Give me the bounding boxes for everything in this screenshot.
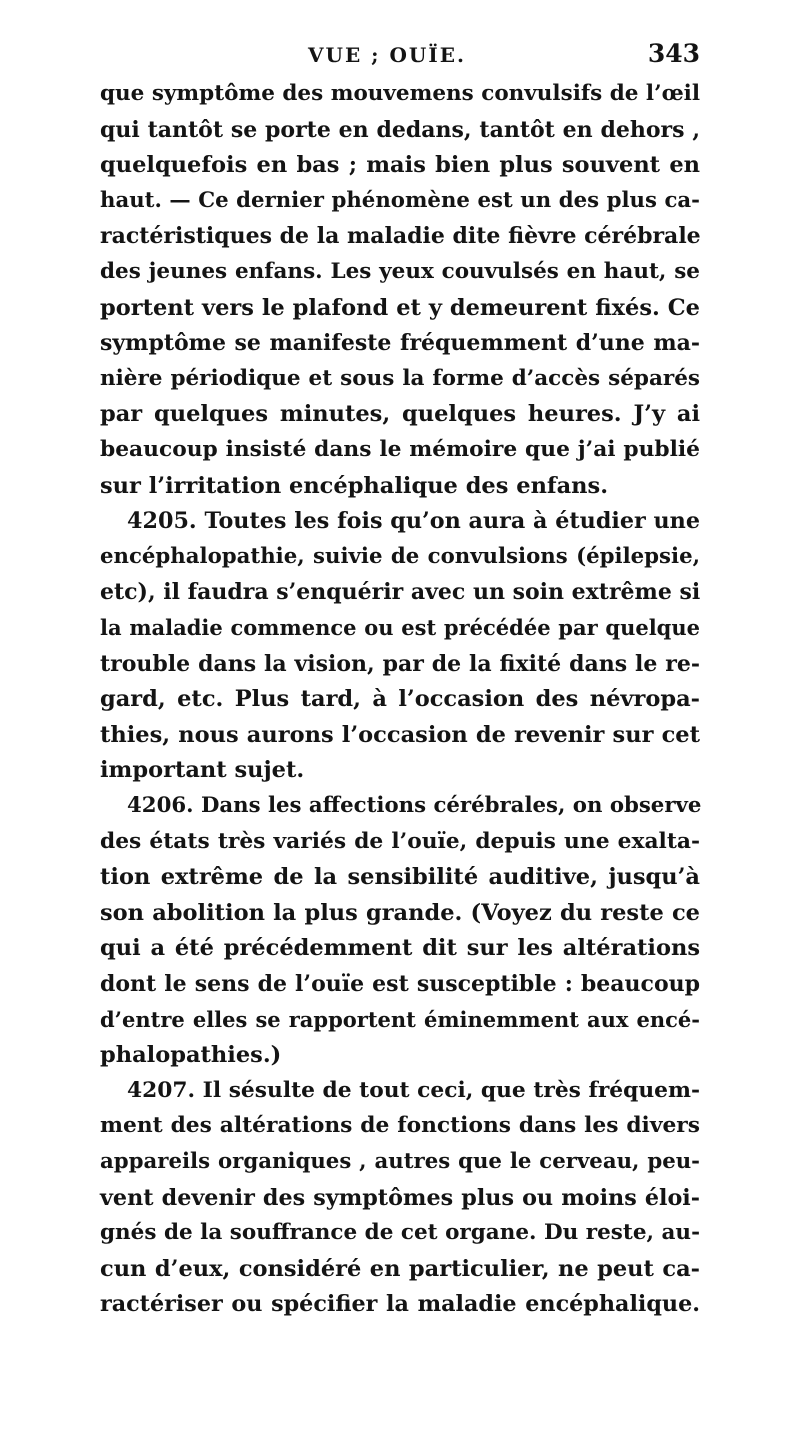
- text-line: ment des altérations de fonctions dans les divers: [100, 1113, 700, 1139]
- running-title: VUE ; OUÏE.: [308, 43, 466, 67]
- page-number: 343: [647, 39, 700, 68]
- text-line: par quelques minutes, quelques heures. J’y ai: [100, 401, 700, 428]
- text-line: dont le sens de l’ouïe est susceptible : beaucoup: [100, 971, 700, 997]
- text-line: ractéristiques de la maladie dite fièvre cérébrale: [100, 223, 701, 250]
- text-line: sur l’irritation encéphalique des enfans.: [100, 472, 609, 499]
- text-line: d’entre elles se rapportent éminemment aux encé-: [100, 1006, 700, 1032]
- text-line: gard, etc. Plus tard, à l’occasion des névropa-: [100, 686, 700, 713]
- text-line: trouble dans la vision, par de la fixité dans le re-: [100, 650, 700, 677]
- paragraph-4206-start: 4206. Dans les affections cérébrales, on observe: [127, 793, 702, 818]
- text-line: portent vers le plafond et y demeurent fixés. Ce: [100, 294, 700, 321]
- text-line: cun d’eux, considéré en particulier, ne peut ca-: [100, 1255, 700, 1282]
- text-line: vent devenir des symptômes plus ou moins éloi-: [100, 1184, 700, 1211]
- text-line: phalopathies.): [100, 1042, 282, 1069]
- text-line: haut. — Ce dernier phénomène est un des plus ca-: [100, 187, 700, 213]
- text-line: appareils organiques , autres que le cerveau, peu-: [100, 1149, 700, 1174]
- text-line: beaucoup insisté dans le mémoire que j’ai publié: [100, 437, 700, 462]
- text-line: des jeunes enfans. Les yeux couvulsés en haut, se: [100, 259, 700, 284]
- text-line: tion extrême de la sensibilité auditive, jusqu’à: [100, 864, 700, 891]
- text-line: symptôme se manifeste fréquemment d’une ma-: [100, 330, 700, 357]
- text-line: nière périodique et sous la forme d’accès séparés: [100, 365, 700, 391]
- text-line: des états très variés de l’ouïe, depuis une exalta-: [100, 828, 700, 854]
- text-line: la maladie commence ou est précédée par quelque: [100, 615, 700, 640]
- text-line: que symptôme des mouvemens convulsifs de l’œil: [100, 81, 700, 106]
- text-line: encéphalopathie, suivie de convulsions (épilepsie,: [100, 543, 700, 569]
- text-line: ractériser ou spécifier la maladie encéphalique.: [100, 1291, 700, 1318]
- text-line: gnés de la souffrance de cet organe. Du reste, au-: [100, 1220, 700, 1246]
- text-line: quelquefois en bas ; mais bien plus souvent en: [100, 152, 700, 179]
- text-line: etc), il faudra s’enquérir avec un soin extrême si: [100, 579, 701, 606]
- text-line: son abolition la plus grande. (Voyez du reste ce: [100, 899, 700, 926]
- paragraph-4205-start: 4205. Toutes les fois qu’on aura à étudier une: [127, 508, 700, 535]
- text-line: qui a été précédemment dit sur les altérations: [100, 935, 700, 962]
- text-line: thies, nous aurons l’occasion de revenir sur cet: [100, 721, 700, 748]
- text-line: qui tantôt se porte en dedans, tantôt en dehors ,: [100, 116, 700, 143]
- running-head: [0, 40, 800, 74]
- paragraph-4207-start: 4207. Il sésulte de tout ceci, que très fréquem-: [127, 1077, 701, 1103]
- text-line: important sujet.: [100, 757, 305, 784]
